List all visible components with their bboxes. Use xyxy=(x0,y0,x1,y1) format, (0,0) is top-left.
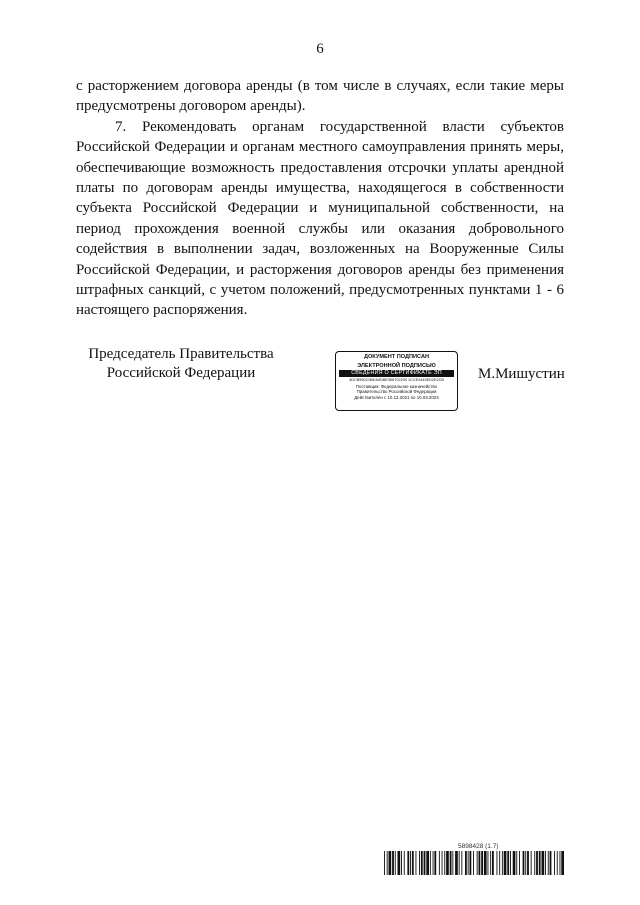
signatory-name: М.Мишустин xyxy=(478,366,565,382)
stamp-issuer: Поставщик: Федеральное казначейство xyxy=(355,383,438,389)
stamp-validity: Действителен с 10.12.2021 по 10.03.2023 xyxy=(354,394,439,400)
page-number: 6 xyxy=(316,41,324,57)
document-code: 5898428 (1.7) xyxy=(458,843,499,850)
stamp-owner: Правительство Российской Федерации xyxy=(356,389,437,395)
electronic-signature-stamp xyxy=(335,351,458,411)
signatory-position-line2: Российской Федерации xyxy=(106,365,256,381)
paragraph-item-7: 7. Рекомендовать органам государственной власти субъектов Российской Федерации и органам местного самоуправления принять меры, обеспечивающие возможность предоставления отсрочки уплаты арендной платы по договорам аренды имущества, находящегося в собственности субъекта Российской Федерации и муниципальной собственности, на период прохождения военной службы или оказания добровольного содействия в выполнении задач, возложенных на Вооруженные Силы Российской Федерации, и расторжения договоров аренды без применения штрафных санкций, с учетом положений, предусмотренных пунктами 1 - 6 настоящего распоряжения. xyxy=(76,118,564,319)
document-body xyxy=(76,76,564,321)
signatory-position xyxy=(76,345,286,383)
barcode xyxy=(384,851,564,875)
stamp-title-line1: ДОКУМЕНТ ПОДПИСАН xyxy=(363,354,430,360)
stamp-certificate-header: СВЕДЕНИЯ О СЕРТИФИКАТЕ ЭП xyxy=(339,370,454,377)
paragraph-continuation: с расторжением договора аренды (в том числе в случаях, если такие меры предусмотрены договором аренды). xyxy=(76,78,564,115)
stamp-certificate-serial: 4DCB950C0BEA0DBE306702209 1CCE4449ED2E2CB xyxy=(349,378,444,382)
stamp-title-line2: ЭЛЕКТРОННОЙ ПОДПИСЬЮ xyxy=(357,362,436,369)
signatory-position-line1: Председатель Правительства xyxy=(88,346,274,362)
